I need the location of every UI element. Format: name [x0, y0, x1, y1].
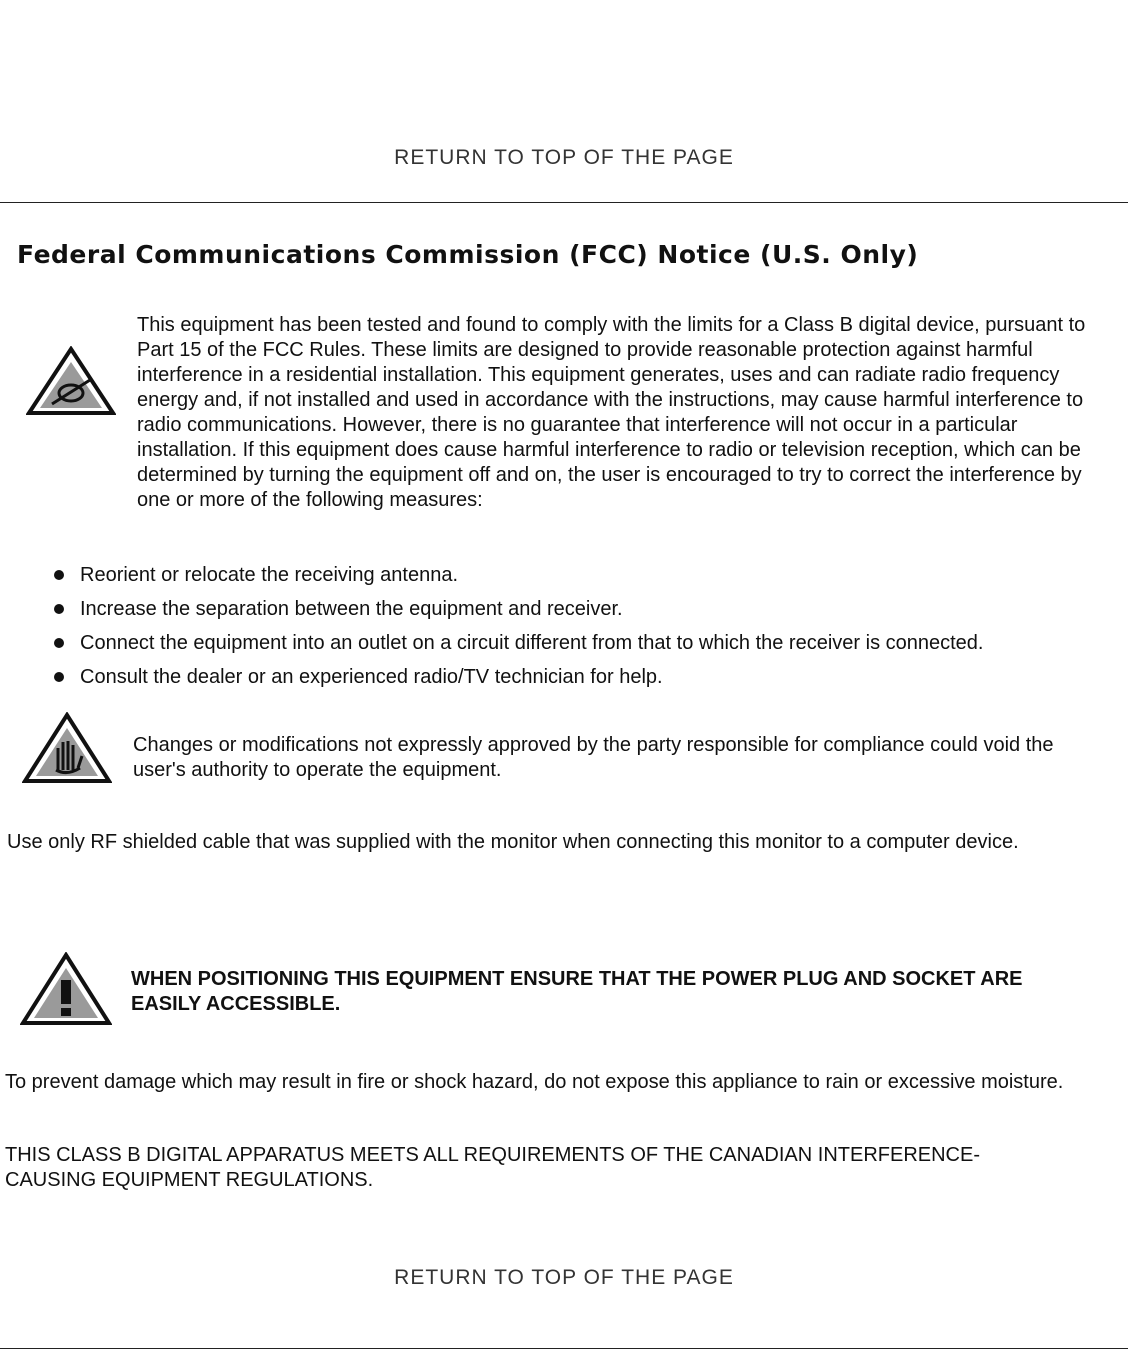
measure-text: Connect the equipment into an outlet on a circuit different from that to which the receiver is connected.: [80, 632, 984, 654]
measure-text: Increase the separation between the equipment and receiver.: [80, 598, 623, 620]
measure-text: Consult the dealer or an experienced radio/TV technician for help.: [80, 666, 663, 688]
measure-text: Reorient or relocate the receiving antenna.: [80, 564, 459, 586]
moisture-warning-text: To prevent damage which may result in fire or shock hazard, do not expose this appliance to rain or excessive moisture.: [5, 1071, 1064, 1093]
bottom-divider: [0, 1348, 1128, 1349]
exclamation-warning-icon: [20, 952, 112, 1026]
return-to-top-link[interactable]: RETURN TO TOP OF THE PAGE: [394, 146, 734, 169]
bullet-icon: [54, 672, 64, 682]
list-item: [50, 660, 983, 694]
bullet-icon: [54, 638, 64, 648]
return-to-top-link-bottom[interactable]: RETURN TO TOP OF THE PAGE: [394, 1266, 734, 1289]
shielded-cable-note: Use only RF shielded cable that was supplied with the monitor when connecting this monitor to a computer device.: [7, 831, 1019, 853]
bullet-icon: [54, 604, 64, 614]
interference-measures-list: [50, 558, 983, 694]
list-item: [50, 592, 983, 626]
no-interference-warning-icon: [26, 346, 116, 416]
page-title: Federal Communications Commission (FCC) Notice (U.S. Only): [17, 240, 919, 269]
hand-warning-icon: [22, 712, 112, 784]
list-item: [50, 626, 983, 660]
list-item: [50, 558, 983, 592]
bullet-icon: [54, 570, 64, 580]
fcc-intro-paragraph: This equipment has been tested and found to comply with the limits for a Class B digital device, pursuant to Part 15 of the FCC Rules. These limits are designed to provide reasonable protection against harmful interference in a residential installation. This equipment generates, uses and can radiate radio frequency energy and, if not installed and used in accordance with the instructions, may cause harmful interference to radio communications. However, there is no guarantee that interference will not occur in a particular installation. If this equipment does cause harmful interference to radio or television reception, which can be determined by turning the equipment off and on, the user is encouraged to try to correct the interference by one or more of the following measures:: [137, 314, 1086, 511]
canadian-compliance-text: THIS CLASS B DIGITAL APPARATUS MEETS ALL REQUIREMENTS OF THE CANADIAN INTERFERENCE-CAUSING EQUIPMENT REGULATIONS.: [5, 1144, 980, 1191]
modification-warning-text: Changes or modifications not expressly approved by the party responsible for compliance could void the user's authority to operate the equipment.: [133, 734, 1054, 781]
power-plug-warning: WHEN POSITIONING THIS EQUIPMENT ENSURE THAT THE POWER PLUG AND SOCKET ARE EASILY ACCESSIBLE.: [131, 968, 1023, 1015]
top-divider: [0, 202, 1128, 203]
